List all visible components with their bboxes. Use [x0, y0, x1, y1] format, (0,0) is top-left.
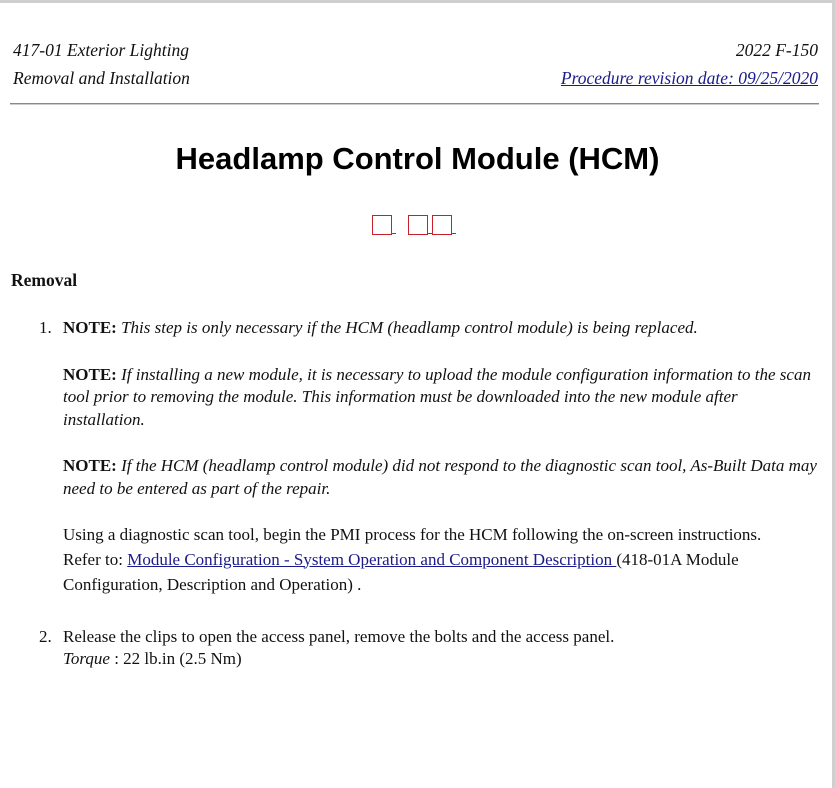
list-item: [39, 317, 819, 623]
note-text: If installing a new module, it is necessary to upload the module configuration information to the scan tool prior to removing the module. This information must be downloaded into the new module after installation.: [63, 364, 811, 429]
icon-separator: [392, 233, 396, 234]
note-label: NOTE:: [63, 456, 117, 475]
warning-icon[interactable]: [408, 215, 428, 235]
revision-date-link[interactable]: Procedure revision date: 09/25/2020: [560, 68, 818, 88]
procedure-icons: [372, 215, 456, 235]
note-paragraph: [63, 455, 819, 500]
special-tool-icon[interactable]: [372, 215, 392, 235]
caution-icon[interactable]: [432, 215, 452, 235]
section-heading: Removal: [11, 270, 78, 290]
refer-suffix: (418-01A Module Configuration, Description and Operation) .: [63, 549, 739, 594]
step-number: 2.: [39, 626, 52, 646]
step-body: [63, 626, 819, 671]
note-label: NOTE:: [63, 364, 117, 384]
header-subtitle: Removal and Installation: [13, 68, 190, 88]
procedure-steps: [39, 317, 819, 671]
header-section: 417-01 Exterior Lighting: [13, 40, 189, 60]
note-paragraph: [63, 364, 819, 432]
note-label: NOTE:: [63, 318, 117, 337]
note-text: If the HCM (headlamp control module) did not respond to the diagnostic scan tool, As-Built Data may need to be entered as part of the repair.: [63, 456, 817, 498]
header-vehicle: 2022 F-150: [735, 40, 818, 60]
icon-separator: [452, 233, 456, 234]
refer-label: Refer to:: [63, 549, 128, 569]
module-configuration-link[interactable]: Module Configuration - System Operation and Component Description: [127, 549, 617, 569]
note-paragraph: [63, 317, 819, 340]
torque-value: : 22 lb.in (2.5 Nm): [109, 649, 242, 668]
instruction-text: Release the clips to open the access panel, remove the bolts and the access panel.: [63, 626, 615, 646]
torque-label: Torque: [63, 649, 110, 668]
note-text: This step is only necessary if the HCM (headlamp control module) is being replaced.: [121, 318, 698, 337]
window-top-border: [0, 0, 835, 3]
reference-paragraph: [63, 547, 819, 597]
list-item: [39, 626, 819, 671]
document-header: [13, 40, 818, 96]
step-body: [63, 317, 819, 623]
header-divider: [10, 103, 819, 104]
step-number: 1.: [39, 318, 52, 337]
page-title: Headlamp Control Module (HCM): [175, 141, 660, 176]
instruction-text: Using a diagnostic scan tool, begin the PMI process for the HCM following the on-screen instructions.: [63, 525, 762, 544]
torque-spec: [63, 648, 819, 671]
